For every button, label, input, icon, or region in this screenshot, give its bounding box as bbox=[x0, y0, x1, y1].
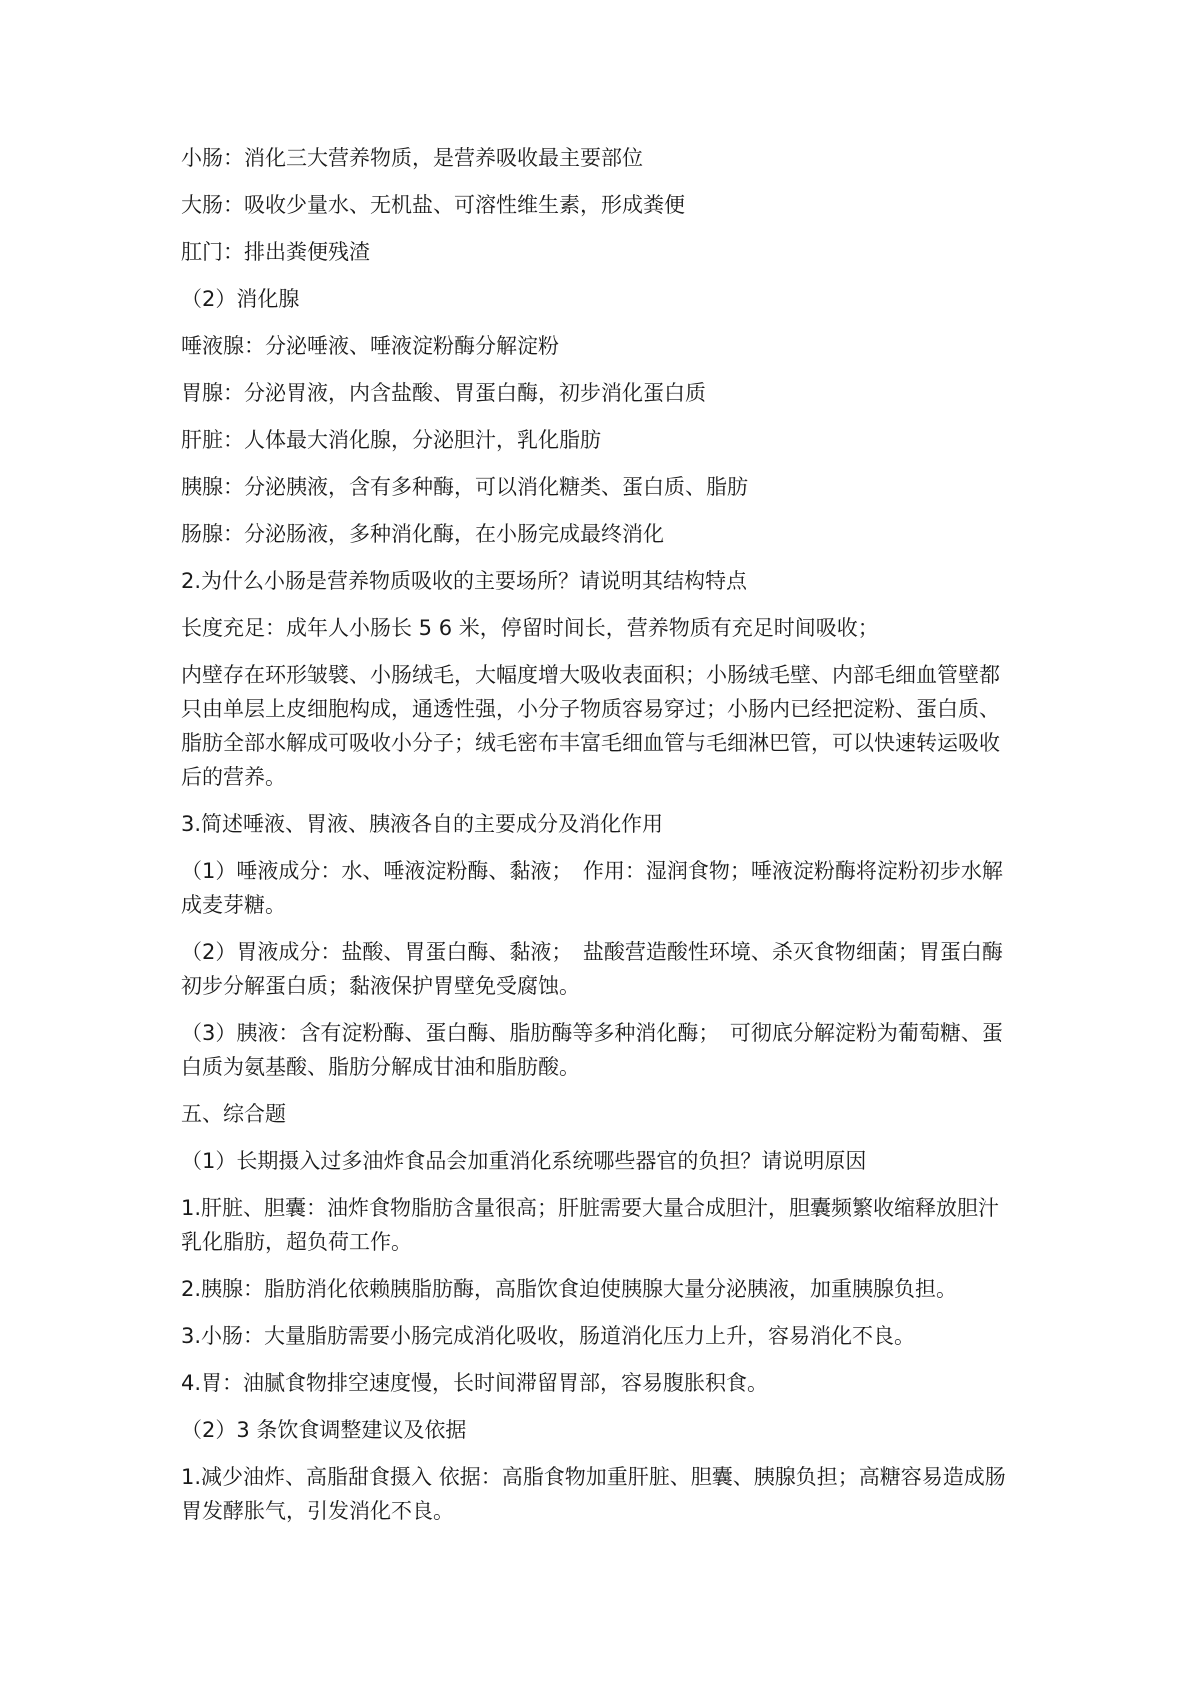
paragraph-small-intestine: 小肠：消化三大营养物质，是营养吸收最主要部位 bbox=[181, 146, 643, 170]
answer-3-pancreatic-juice: （3）胰液：含有淀粉酶、蛋白酶、脂肪酶等多种消化酶； 可彻底分解淀粉为葡萄糖、蛋白质为氨基酸、脂肪分解成甘油和脂肪酸。 bbox=[181, 1021, 1003, 1079]
paragraph-anus: 肛门：排出粪便残渣 bbox=[181, 240, 370, 264]
answer-stomach: 4.胃：油腻食物排空速度慢，长时间滞留胃部，容易腹胀积食。 bbox=[181, 1371, 769, 1395]
paragraph-gastric-gland: 胃腺：分泌胃液，内含盐酸、胃蛋白酶，初步消化蛋白质 bbox=[181, 381, 706, 405]
paragraph-intestinal-gland: 肠腺：分泌肠液，多种消化酶，在小肠完成最终消化 bbox=[181, 522, 664, 546]
document-body bbox=[181, 141, 1013, 1541]
question-comprehensive-1: （1）长期摄入过多油炸食品会加重消化系统哪些器官的负担？请说明原因 bbox=[181, 1149, 867, 1173]
question-comprehensive-2: （2）3 条饮食调整建议及依据 bbox=[181, 1418, 467, 1442]
answer-3-gastric-juice: （2）胃液成分：盐酸、胃蛋白酶、黏液； 盐酸营造酸性环境、杀灭食物细菌；胃蛋白酶初步分解蛋白质；黏液保护胃壁免受腐蚀。 bbox=[181, 940, 1003, 998]
paragraph-pancreas: 胰腺：分泌胰液，含有多种酶，可以消化糖类、蛋白质、脂肪 bbox=[181, 475, 748, 499]
answer-pancreas: 2.胰腺：脂肪消化依赖胰脂肪酶，高脂饮食迫使胰腺大量分泌胰液，加重胰腺负担。 bbox=[181, 1277, 958, 1301]
answer-2-length: 长度充足：成年人小肠长 5 6 米，停留时间长，营养物质有充足时间吸收； bbox=[181, 616, 879, 640]
subheading-digestive-glands: （2）消化腺 bbox=[181, 287, 300, 311]
question-3: 3.简述唾液、胃液、胰液各自的主要成分及消化作用 bbox=[181, 812, 664, 836]
question-2: 2.为什么小肠是营养物质吸收的主要场所？请说明其结构特点 bbox=[181, 569, 748, 593]
answer-3-saliva: （1）唾液成分：水、唾液淀粉酶、黏液； 作用：湿润食物；唾液淀粉酶将淀粉初步水解成麦芽糖。 bbox=[181, 859, 1003, 917]
answer-2-structure: 内壁存在环形皱襞、小肠绒毛，大幅度增大吸收表面积；小肠绒毛壁、内部毛细血管壁都只由单层上皮细胞构成，通透性强，小分子物质容易穿过；小肠内已经把淀粉、蛋白质、脂肪全部水解成可吸收小分子；绒毛密布丰富毛细血管与毛细淋巴管，可以快速转运吸收后的营养。 bbox=[181, 663, 1000, 789]
paragraph-salivary-gland: 唾液腺：分泌唾液、唾液淀粉酶分解淀粉 bbox=[181, 334, 559, 358]
answer-diet-suggestion-1: 1.减少油炸、高脂甜食摄入 依据：高脂食物加重肝脏、胆囊、胰腺负担；高糖容易造成肠胃发酵胀气，引发消化不良。 bbox=[181, 1465, 1006, 1523]
answer-small-intestine: 3.小肠：大量脂肪需要小肠完成消化吸收，肠道消化压力上升，容易消化不良。 bbox=[181, 1324, 916, 1348]
answer-liver-gallbladder: 1.肝脏、胆囊：油炸食物脂肪含量很高；肝脏需要大量合成胆汁，胆囊频繁收缩释放胆汁乳化脂肪，超负荷工作。 bbox=[181, 1196, 1000, 1254]
section-heading-comprehensive: 五、综合题 bbox=[181, 1102, 286, 1126]
paragraph-liver: 肝脏：人体最大消化腺，分泌胆汁，乳化脂肪 bbox=[181, 428, 601, 452]
paragraph-large-intestine: 大肠：吸收少量水、无机盐、可溶性维生素，形成粪便 bbox=[181, 193, 685, 217]
